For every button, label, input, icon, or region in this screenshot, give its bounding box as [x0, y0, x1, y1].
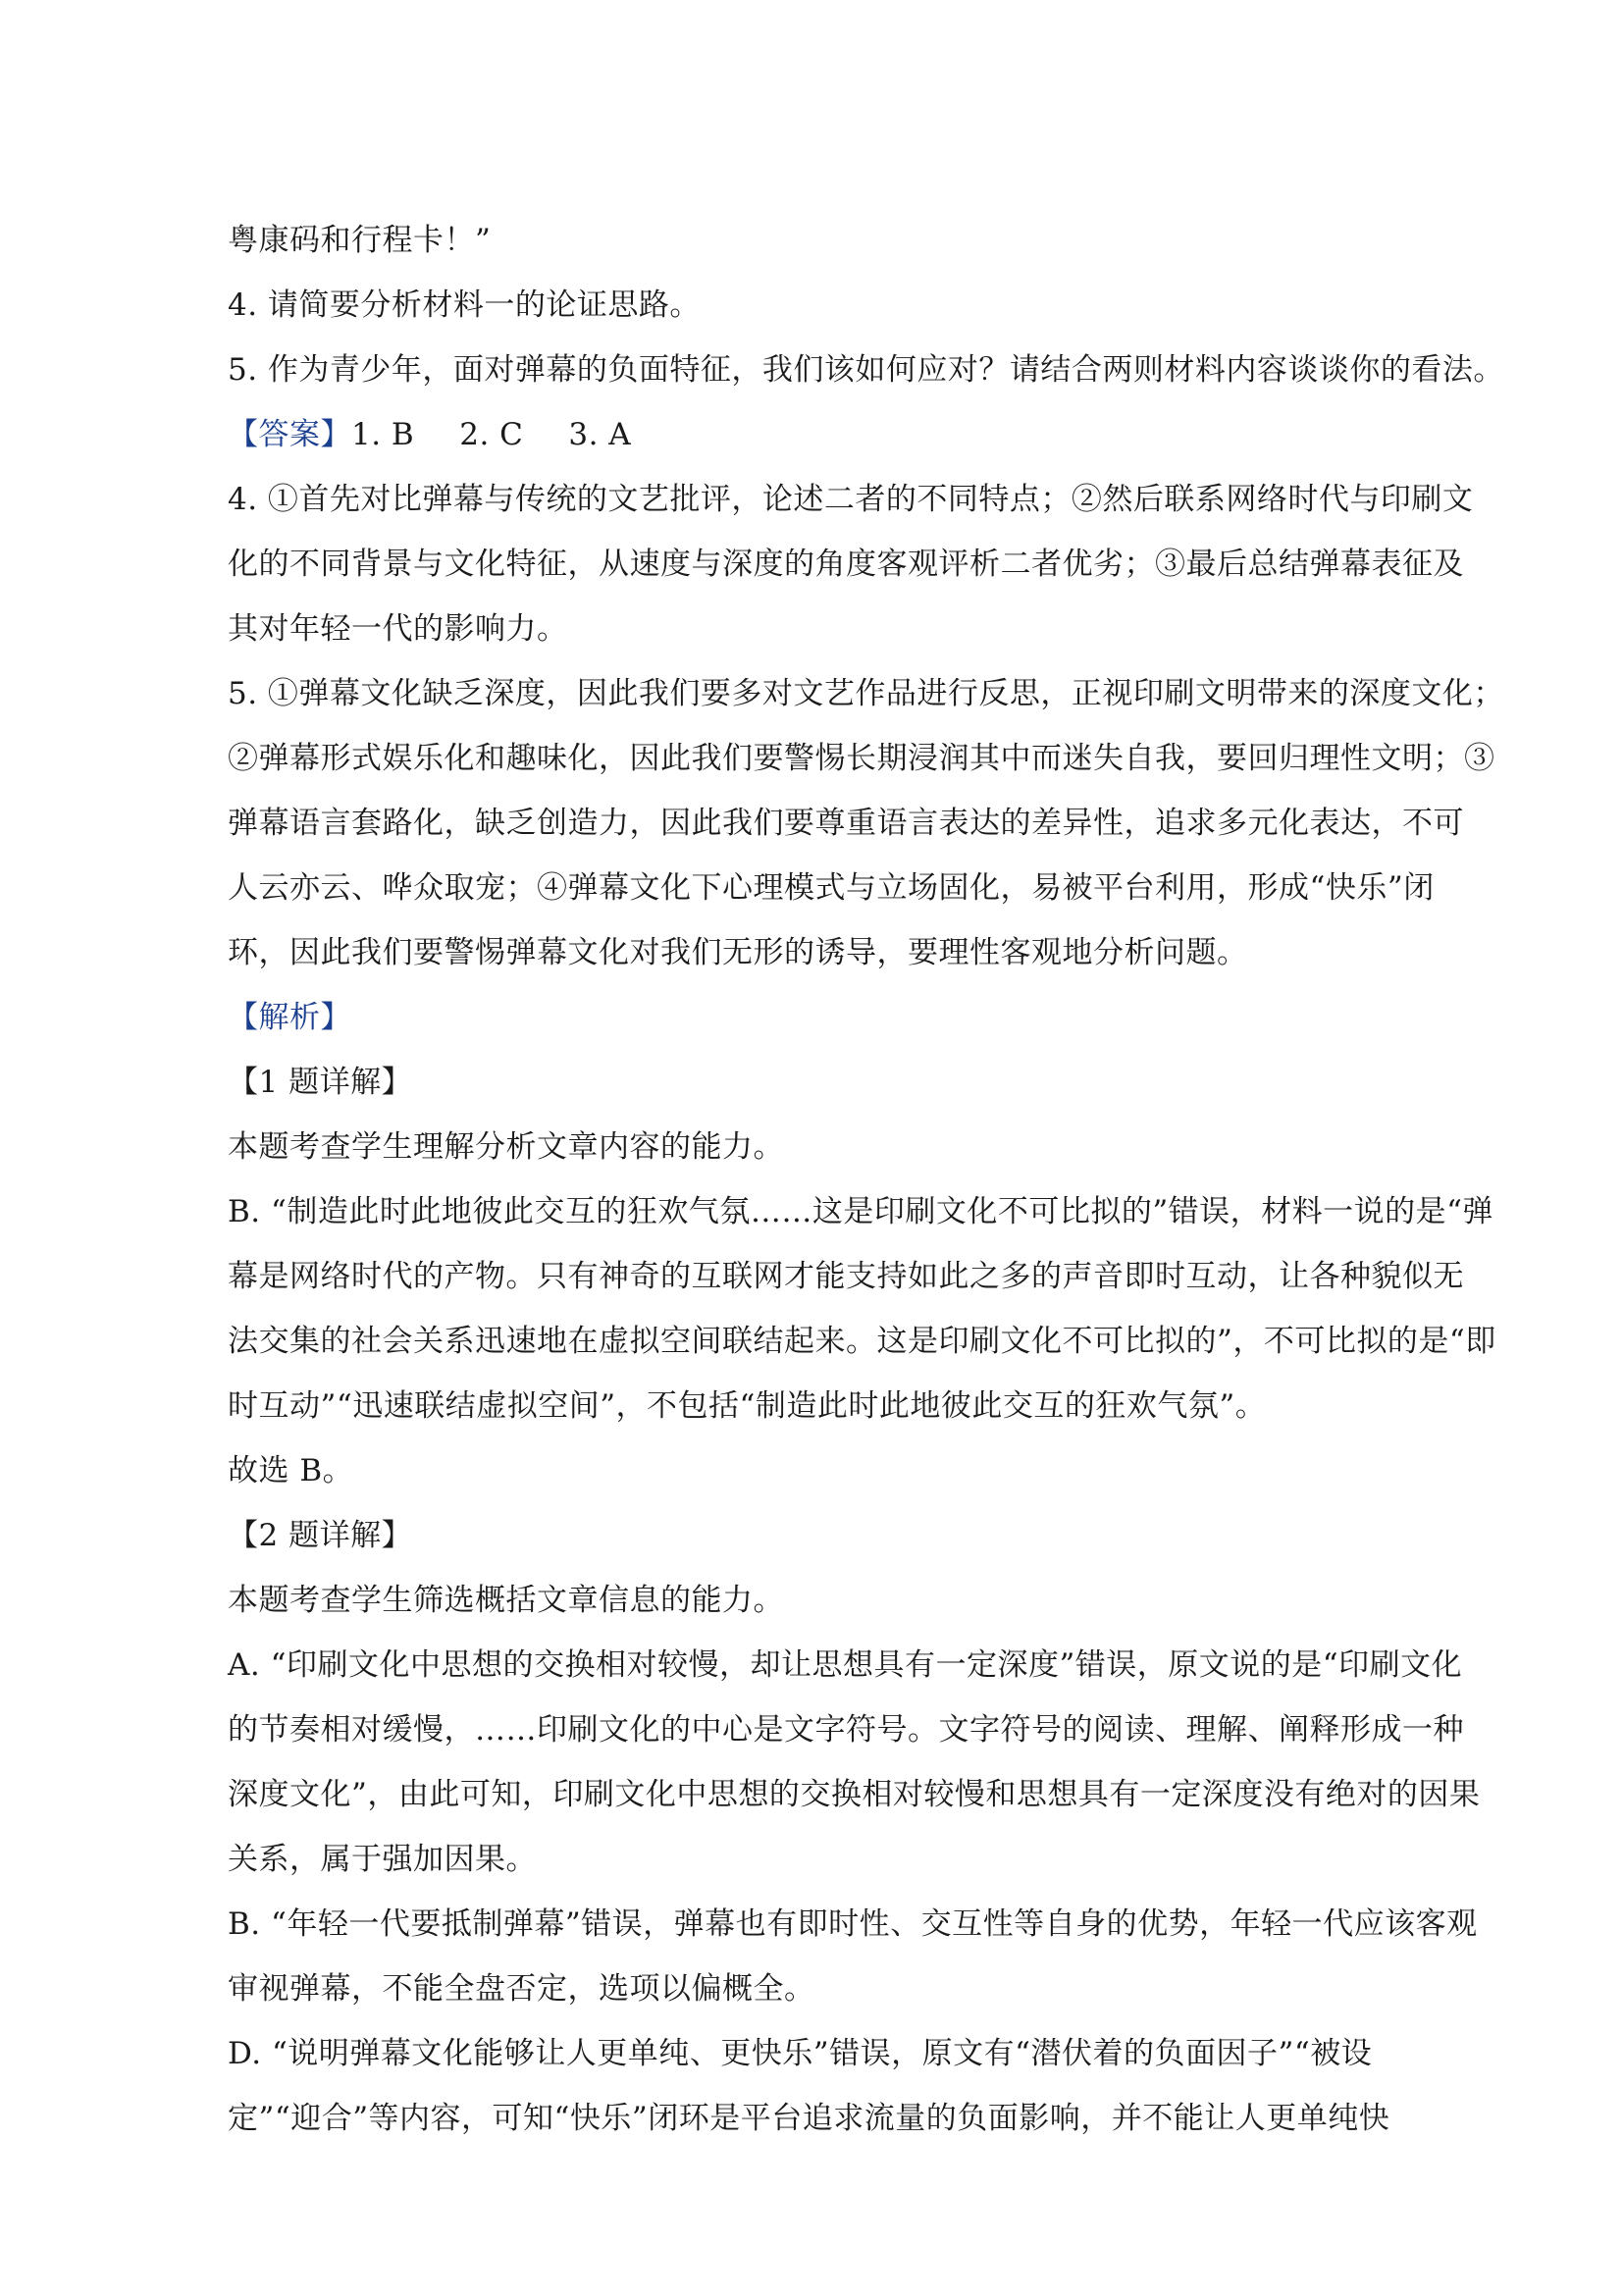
q2-line: 定”“迎合”等内容，可知“快乐”闭环是平台追求流量的负面影响，并不能让人更单纯快 [228, 2101, 1390, 2136]
q1-line: 法交集的社会关系迅速地在虚拟空间联结起来。这是印刷文化不可比拟的”，不可比拟的是“即 [228, 1324, 1496, 1359]
answer-item: 3. A [568, 417, 632, 452]
answer-line: 弹幕语言套路化，缺乏创造力，因此我们要尊重语言表达的差异性，追求多元化表达，不可 [228, 806, 1464, 841]
q1-line: 故选 B。 [228, 1453, 354, 1488]
q1-line: 本题考查学生理解分析文章内容的能力。 [228, 1129, 784, 1165]
q1-line: B. “制造此时此地彼此交互的狂欢气氛……这是印刷文化不可比拟的”错误，材料一说的是“弹 [228, 1194, 1494, 1229]
question-4: 4. 请简要分析材料一的论证思路。 [228, 287, 701, 323]
answer-line: 人云亦云、哗众取宠；④弹幕文化下心理模式与立场固化，易被平台利用，形成“快乐”闭 [228, 870, 1435, 906]
q2-heading: 【2 题详解】 [228, 1518, 413, 1553]
q1-heading: 【1 题详解】 [228, 1065, 413, 1100]
text-line: 粤康码和行程卡！” [228, 223, 492, 258]
q2-line: 的节奏相对缓慢，……印刷文化的中心是文字符号。文字符号的阅读、理解、阐释形成一种 [228, 1712, 1464, 1748]
answer-item: 2. C [459, 417, 524, 452]
answer-line: 4. ①首先对比弹幕与传统的文艺批评，论述二者的不同特点；②然后联系网络时代与印刷文 [228, 482, 1474, 517]
answer-line: 化的不同背景与文化特征，从速度与深度的角度客观评析二者优劣；③最后总结弹幕表征及 [228, 547, 1464, 582]
analysis-label: 【解析】 [228, 1000, 351, 1035]
q2-line: 审视弹幕，不能全盘否定，选项以偏概全。 [228, 1971, 815, 2007]
q2-line: B. “年轻一代要抵制弹幕”错误，弹幕也有即时性、交互性等自身的优势，年轻一代应该客观 [228, 1906, 1478, 1942]
q2-line: 深度文化”，由此可知，印刷文化中思想的交换相对较慢和思想具有一定深度没有绝对的因果 [228, 1777, 1481, 1812]
document-page [228, 208, 1504, 2151]
q1-line: 时互动”“迅速联结虚拟空间”，不包括“制造此时此地彼此交互的狂欢气氛”。 [228, 1388, 1267, 1424]
q2-line: A. “印刷文化中思想的交换相对较慢，却让思想具有一定深度”错误，原文说的是“印刷文化 [228, 1647, 1463, 1683]
q1-line: 幕是网络时代的产物。只有神奇的互联网才能支持如此之多的声音即时互动，让各种貌似无 [228, 1259, 1464, 1294]
answer-label: 【答案】 [228, 417, 351, 452]
answer-line: 环，因此我们要警惕弹幕文化对我们无形的诱导，要理性客观地分析问题。 [228, 935, 1248, 970]
answer-line: ②弹幕形式娱乐化和趣味化，因此我们要警惕长期浸润其中而迷失自我，要回归理性文明；③ [228, 741, 1495, 776]
q2-line: 本题考查学生筛选概括文章信息的能力。 [228, 1583, 784, 1618]
answer-item: 1. B [351, 417, 415, 452]
answer-line: 5. ①弹幕文化缺乏深度，因此我们要多对文艺作品进行反思，正视印刷文明带来的深度文化； [228, 676, 1504, 711]
q2-line: D. “说明弹幕文化能够让人更单纯、更快乐”错误，原文有“潜伏着的负面因子”“被设 [228, 2036, 1373, 2071]
answer-line: 其对年轻一代的影响力。 [228, 611, 568, 647]
q2-line: 关系，属于强加因果。 [228, 1842, 537, 1877]
answer-row [228, 402, 1405, 467]
question-5: 5. 作为青少年，面对弹幕的负面特征，我们该如何应对？请结合两则材料内容谈谈你的看法。 [228, 352, 1504, 388]
